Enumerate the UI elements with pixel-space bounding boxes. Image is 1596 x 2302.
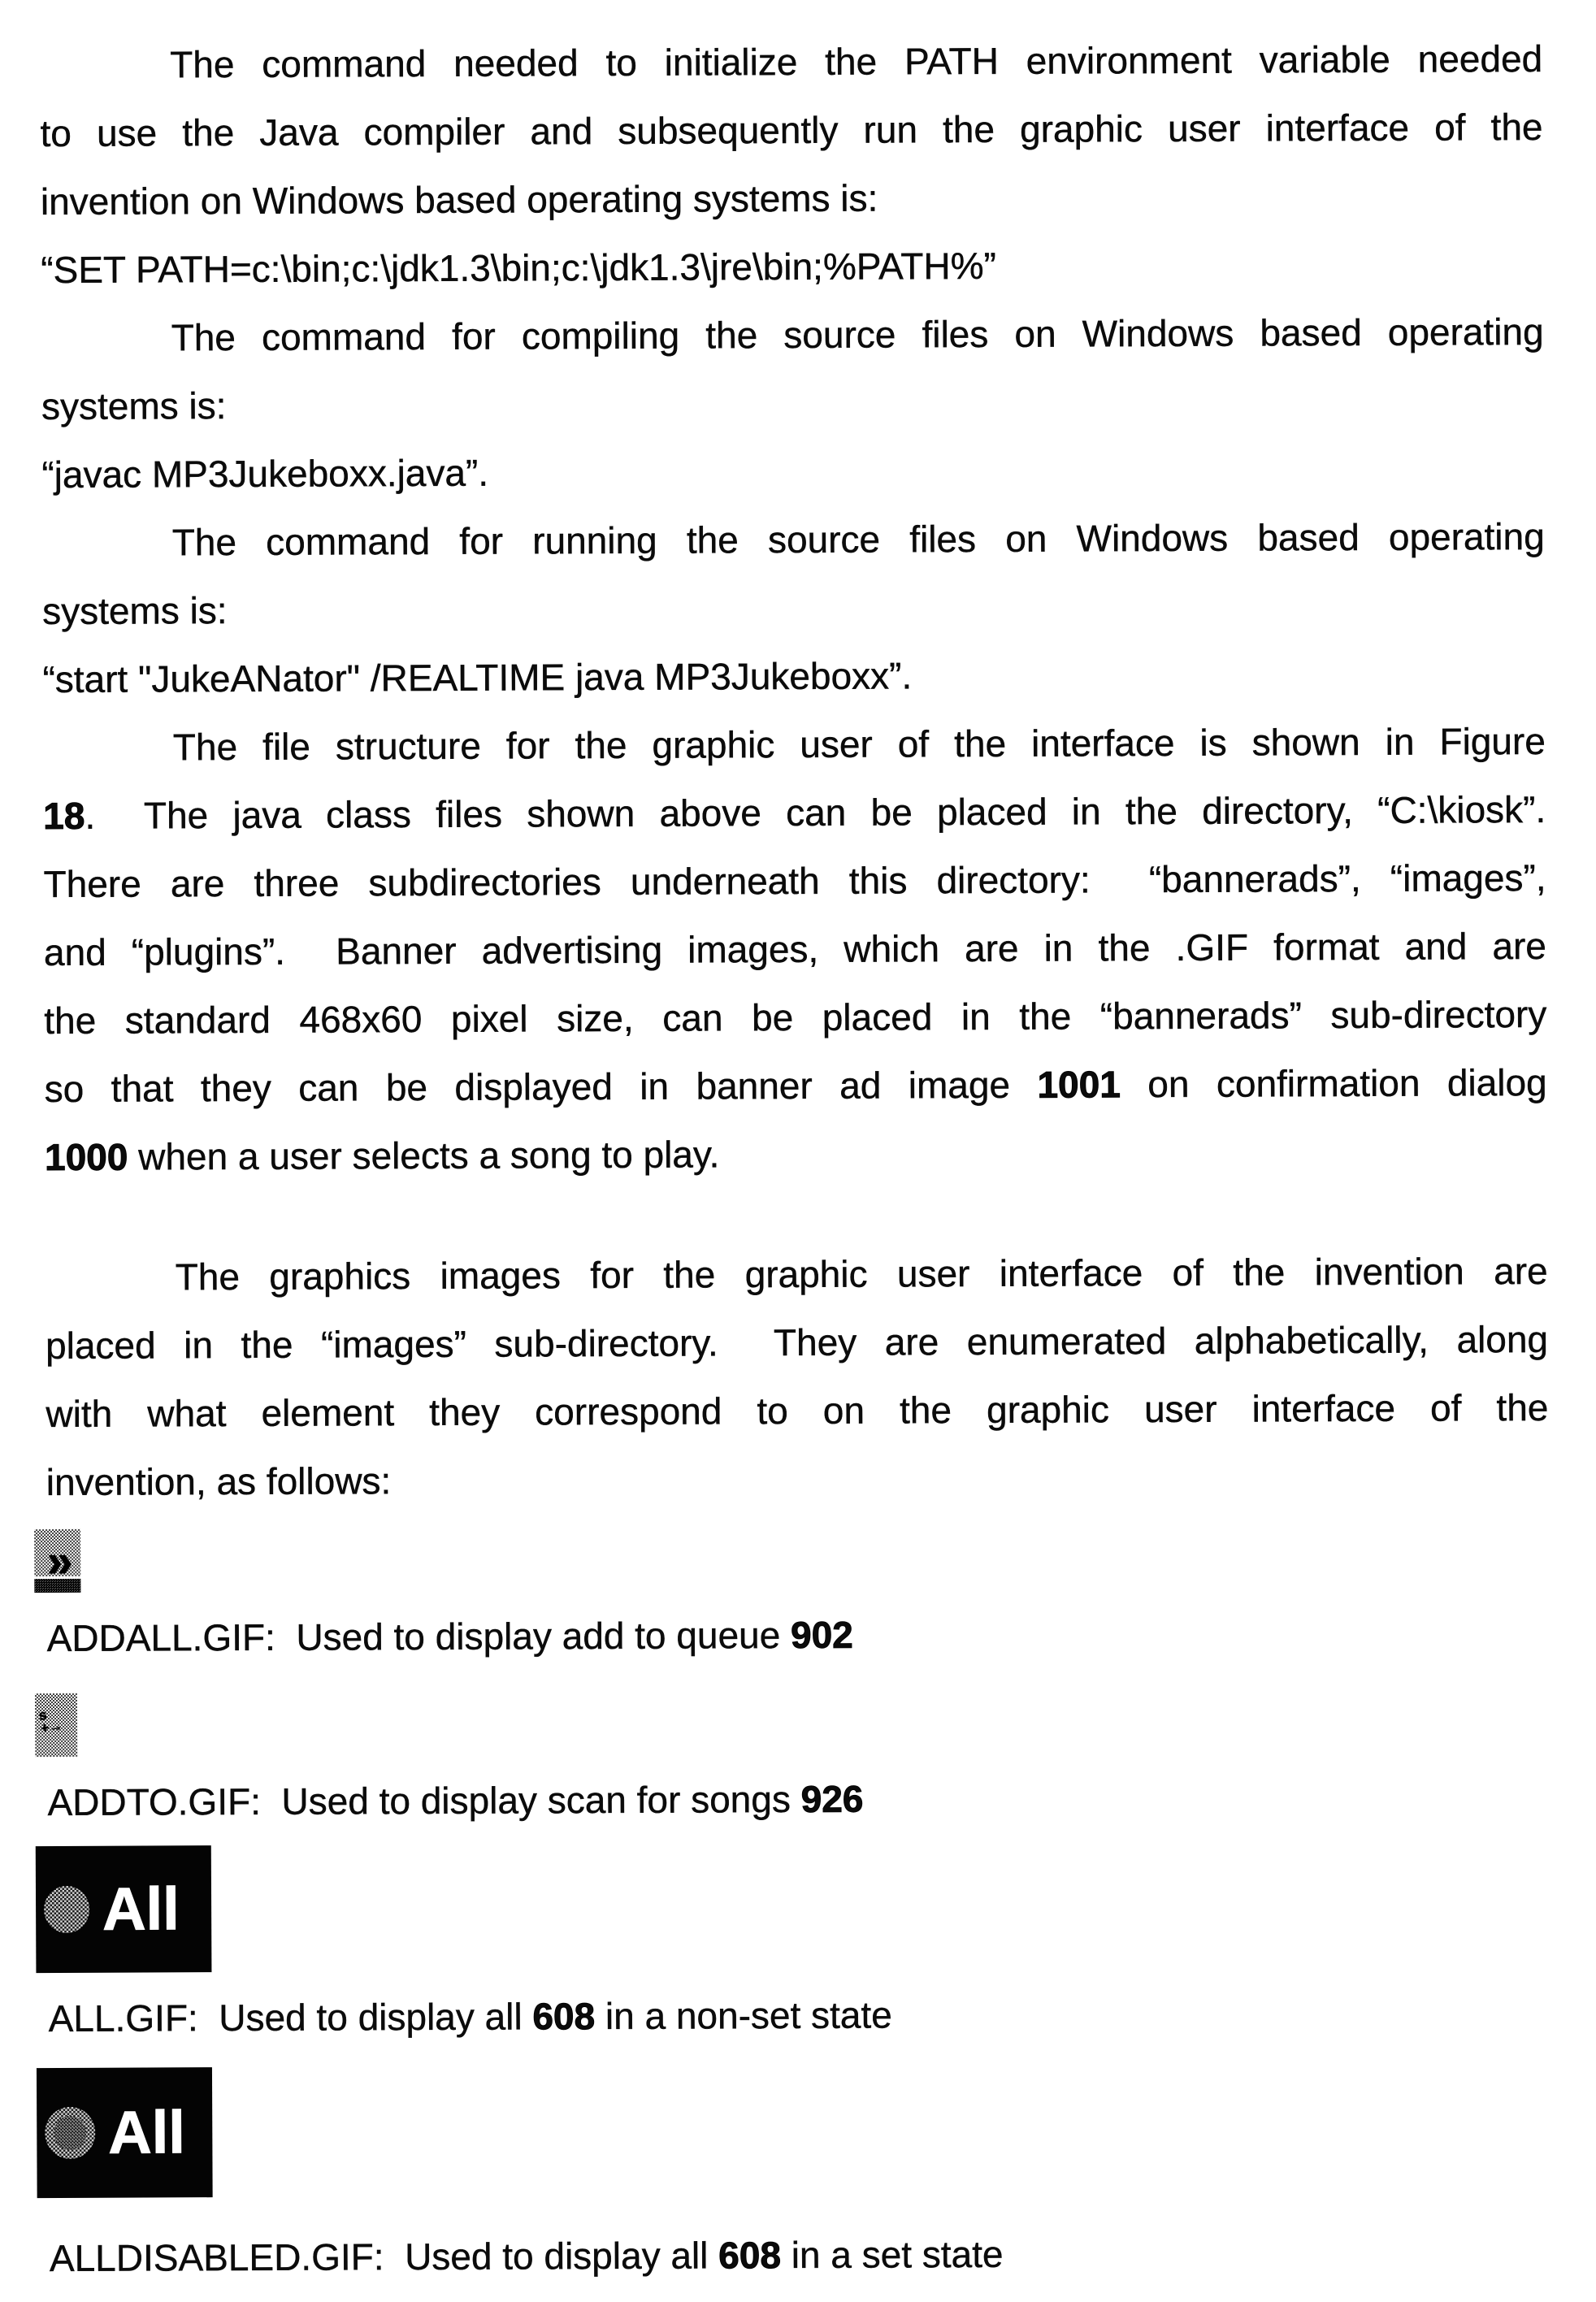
text-segment: on confirmation dialog (1120, 1060, 1547, 1106)
all-button-label: All (108, 2098, 186, 2166)
document-line (41, 229, 1543, 304)
text-segment: invention, as follows: (46, 1459, 392, 1504)
text-segment: ADDALL.GIF: Used to display add to queue (46, 1614, 791, 1660)
figure-caption (49, 1978, 1551, 2053)
document-line (40, 93, 1542, 167)
addall-icon (34, 1529, 80, 1593)
document-line (41, 366, 1544, 440)
document-line (40, 24, 1542, 99)
text-segment: in a set state (780, 2232, 1004, 2277)
alldisabled-button-image (37, 2067, 213, 2198)
text-segment: ALLDISABLED.GIF: Used to display all (49, 2234, 719, 2280)
document-line (46, 1305, 1548, 1380)
text-segment: and “plugins”. Banner advertising images, which are in the .GIF format and are (43, 924, 1547, 974)
document-line (42, 570, 1545, 645)
document-line (41, 161, 1543, 236)
text-segment: ADDTO.GIF: Used to display scan for songs (47, 1777, 801, 1824)
text-segment: The file structure for the graphic user of the interface is shown in Figure (172, 719, 1546, 769)
figure-caption (50, 2217, 1552, 2292)
dithered-oval-icon (44, 1886, 89, 1933)
text-segment: “javac MP3Jukeboxx.java”. (41, 451, 489, 496)
document-line (41, 297, 1543, 372)
document-line (44, 980, 1546, 1055)
document-line (46, 1373, 1548, 1448)
text-segment: systems is: (41, 384, 227, 428)
document-line (46, 1237, 1548, 1311)
text-segment: so that they can be displayed in banner ad image (44, 1063, 1038, 1111)
document-line (45, 1116, 1547, 1191)
document-line (43, 707, 1546, 782)
dithered-oval-icon (45, 2107, 95, 2159)
text-segment: The graphics images for the graphic user interface of the invention are (175, 1249, 1548, 1298)
addto-icon (35, 1693, 77, 1757)
text-segment: to use the Java compiler and subsequently run the graphic user interface of the (40, 105, 1543, 155)
all-button-image (36, 1845, 212, 1973)
text-segment: “start "JukeANator" /REALTIME java MP3Jukeboxx”. (42, 654, 913, 701)
document-line (42, 502, 1545, 577)
text-segment: when a user selects a song to play. (128, 1133, 720, 1178)
document-line (42, 639, 1545, 713)
text-segment: with what element they correspond to on the graphic user interface of the (46, 1385, 1549, 1436)
figure-caption (47, 1762, 1550, 1836)
document-line (41, 434, 1544, 509)
reference-numeral: 926 (800, 1777, 864, 1820)
text-segment: The command for compiling the source files on Windows based operating (171, 310, 1544, 359)
text-segment: ALL.GIF: Used to display all (48, 1995, 533, 2040)
reference-numeral: 608 (718, 2234, 782, 2277)
illegible-glyphs-icon: s +→ (37, 1706, 64, 1736)
text-segment: The command needed to initialize the PATH environment variable needed (170, 37, 1543, 86)
double-chevron-icon: » (47, 1534, 68, 1587)
all-button-label: All (102, 1875, 180, 1943)
text-segment: . The java class files shown above can be placed in the directory, “C:\kiosk”. (85, 787, 1546, 837)
document-line (46, 1441, 1549, 1516)
dither-pattern (34, 1529, 80, 1587)
document-line (44, 912, 1546, 986)
document-line (43, 775, 1546, 850)
reference-numeral: 902 (790, 1613, 853, 1657)
reference-numeral: 1000 (44, 1135, 128, 1179)
document-line (45, 1048, 1547, 1123)
text-segment: “SET PATH=c:\bin;c:\jdk1.3\bin;c:\jdk1.3\jre\bin;%PATH%” (41, 244, 996, 292)
text-segment: placed in the “images” sub-directory. They are enumerated alphabetically, along (45, 1317, 1549, 1368)
text-segment: the standard 468x60 pixel size, can be placed in the “bannerads” sub-directory (44, 992, 1547, 1043)
text-segment: The command for running the source files on Windows based operating (171, 514, 1545, 564)
figure-caption (46, 1598, 1549, 1672)
reference-numeral: 1001 (1037, 1063, 1121, 1106)
text-segment: invention on Windows based operating systems is: (40, 176, 878, 223)
reference-numeral: 18 (43, 794, 85, 838)
document-line (43, 843, 1546, 918)
text-segment: There are three subdirectories underneath this directory: “bannerads”, “images”, (43, 856, 1546, 906)
text-segment: systems is: (42, 589, 228, 633)
reference-numeral: 608 (532, 1995, 596, 2038)
text-segment: in a non-set state (595, 1993, 892, 2038)
